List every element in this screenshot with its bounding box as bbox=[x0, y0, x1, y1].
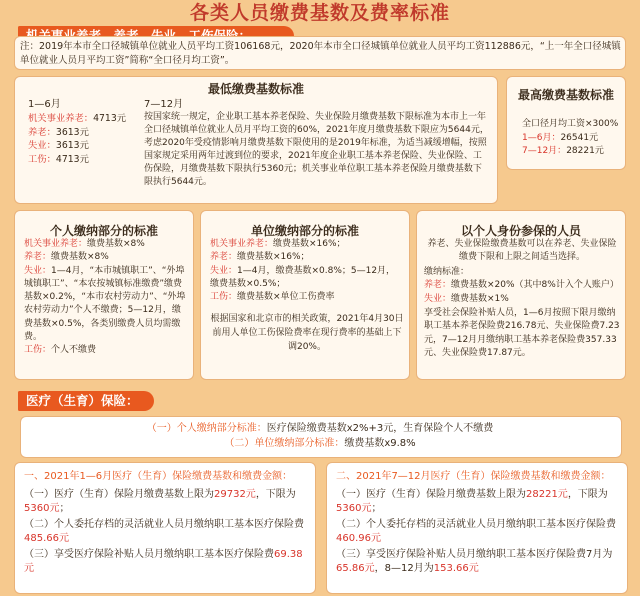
item2-val: 485.66元 bbox=[24, 532, 69, 544]
injury-label: 工伤： bbox=[210, 292, 238, 303]
line-name: 养老： bbox=[210, 252, 238, 263]
line-value: 缴费基数×16%； bbox=[237, 252, 310, 263]
row-value: 3613元 bbox=[55, 126, 89, 138]
rate2-label: （二）单位缴纳部分标准： bbox=[224, 438, 345, 449]
line-name: 失业： bbox=[424, 293, 452, 304]
item1-pre: （一）医疗（生育）保险月缴费基数上限为 bbox=[24, 489, 214, 500]
identity-subsidy-text: 享受社会保险补贴人员，1—6月按照下限月缴纳职工基本养老保险费216.78元、失业保险费7.23元，7—12月月缴纳职工基本养老保险费357.33元、失业保险费17.87元。 bbox=[424, 308, 620, 358]
unit-body bbox=[210, 238, 404, 304]
unit-title: 单位缴纳部分的标准 bbox=[250, 224, 359, 238]
item1-end: ； bbox=[59, 502, 70, 514]
line-name: 机关事业养老： bbox=[210, 239, 274, 249]
min-base-h1-label: 1—6月 bbox=[28, 99, 61, 110]
row-name: 工伤： bbox=[28, 153, 56, 165]
item1-high: 28221元 bbox=[526, 489, 568, 500]
item1-mid: ，下限为 bbox=[255, 489, 296, 500]
item3-mid: ，8—12月为 bbox=[374, 562, 434, 574]
max-base-formula: 全口径月均工资×300% bbox=[522, 119, 619, 129]
medical-h1-title: 一、2021年1—6月医疗（生育）保险缴费基数和缴费金额： bbox=[24, 471, 293, 482]
row-name: 养老： bbox=[28, 126, 56, 138]
max-base-h2-label: 7—12月： bbox=[522, 146, 567, 156]
item2-pre: （二）个人委托存档的灵活就业人员月缴纳职工基本医疗保险费 bbox=[24, 519, 304, 530]
injury-value: 个人不缴费 bbox=[51, 345, 97, 356]
rate1-label: （一）个人缴纳部分标准： bbox=[146, 423, 267, 434]
item2-val: 460.96元 bbox=[336, 532, 381, 544]
item1-high: 29732元 bbox=[214, 489, 256, 500]
line-value: 缴费基数×8% bbox=[87, 239, 145, 249]
unemp-text: 1—4月，“本市城镇职工”、“外埠城镇职工”、“本农按城镇标准缴费”缴费基数×0.2%，“本市农村劳动力”、“外埠农村劳动力”个人不缴费；5—12月，缴费基数×0.5%，各类别缴费人员均需缴费。 bbox=[24, 265, 186, 343]
line-name: 养老： bbox=[24, 252, 52, 263]
item3-v2: 153.66元 bbox=[433, 562, 479, 574]
unit-policy-text: 根据国家和北京市的相关政策，2021年4月30日前用人单位工伤保险费率在现行费率的基础上下调20%。 bbox=[210, 314, 404, 352]
section-header-medical: 医疗（生育）保险： bbox=[18, 391, 154, 411]
identity-title: 以个人身份参保的人员 bbox=[460, 224, 581, 238]
line-value: 缴费基数×8% bbox=[51, 252, 109, 263]
min-base-h2-label: 7—12月 bbox=[144, 99, 184, 110]
personal-title: 个人缴纳部分的标准 bbox=[49, 224, 158, 238]
min-base-title: 最低缴费基数标准 bbox=[207, 82, 304, 96]
max-base-h1-value: 26541元 bbox=[560, 132, 599, 143]
row-value: 4713元 bbox=[55, 153, 89, 165]
item1-pre: （一）医疗（生育）保险月缴费基数上限为 bbox=[336, 489, 526, 500]
line-value: 缴费基数×1% bbox=[451, 293, 509, 304]
max-base-h1-label: 1—6月： bbox=[522, 132, 561, 143]
identity-intro: 养老、失业保险缴费基数可以在养老、失业保险缴费下限和上限之间适当选择。 bbox=[427, 239, 617, 263]
rate1-value: 医疗保险缴费基数x2%+3元，生育保险个人不缴费 bbox=[266, 423, 494, 434]
line-name: 机关事业养老： bbox=[24, 239, 88, 249]
pay-label: 缴纳标准： bbox=[424, 267, 470, 277]
line-value: 缴费基数×16%； bbox=[273, 239, 346, 249]
medical-h2-title: 二、2021年7—12月医疗（生育）保险缴费基数和缴费金额： bbox=[336, 471, 611, 482]
min-base-h2-text: 按国家统一规定，企业职工基本养老保险、失业保险月缴费基数下限标准为本市上一年全口径城镇单位就业人员月平均工资的60%，2021年度月缴费基数下限应为5644元，考虑2020年受疫情影响月缴费基数下限使用的是2019年标准，为适当减缓增幅，按照国家规定采用两年过渡到位的要求，2021年度企业职工基本养老保险、失业保险、工伤保险，月缴费基数下限执行5360元；机关事业单位职工基本养老保险月缴费基数下限执行5644元。 bbox=[144, 112, 489, 187]
item3-val: 69.38元 bbox=[24, 549, 303, 574]
note-text: 注：2019年本市全口径城镇单位就业人员平均工资106168元，2020年本市全口径城镇单位就业人员平均工资112886元，“上一年全口径城镇单位就业人员月平均工资”简称“全口径月均工资”。 bbox=[20, 41, 621, 66]
medical-h2-items bbox=[336, 488, 620, 575]
injury-value: 缴费基数×单位工伤费率 bbox=[237, 292, 335, 303]
item3-v1: 65.86元 bbox=[336, 562, 375, 574]
page-title: 各类人员缴费基数及费率标准 bbox=[189, 2, 450, 24]
item3-pre: （三）享受医疗保险补贴人员月缴纳职工基本医疗保险费7月为 bbox=[336, 549, 613, 560]
item1-mid: ，下限为 bbox=[567, 489, 608, 500]
injury-label: 工伤： bbox=[24, 345, 52, 356]
item2-pre: （二）个人委托存档的灵活就业人员月缴纳职工基本医疗保险费 bbox=[336, 519, 616, 530]
row-name: 机关事业养老： bbox=[28, 113, 94, 124]
row-value: 4713元 bbox=[93, 113, 127, 124]
line-value: 缴费基数×20%（其中8%计入个人账户） bbox=[451, 280, 619, 291]
row-value: 3613元 bbox=[55, 140, 89, 151]
max-base-title: 最高缴费基数标准 bbox=[517, 88, 614, 102]
item1-low: 5360元 bbox=[336, 502, 372, 514]
max-base-h2-value: 28221元 bbox=[566, 146, 604, 156]
personal-body bbox=[24, 238, 186, 358]
line-name: 养老： bbox=[424, 280, 452, 291]
unemp-label: 失业： bbox=[210, 265, 238, 276]
rate2-value: 缴费基数x9.8% bbox=[344, 438, 416, 449]
unemp-value: 1—4月，缴费基数×0.8%；5—12月，缴费基数×0.5%； bbox=[210, 265, 396, 289]
unemp-label: 失业： bbox=[24, 265, 52, 276]
identity-rates bbox=[424, 266, 620, 306]
item1-low: 5360元 bbox=[24, 502, 60, 514]
medical-rates-text bbox=[20, 421, 620, 451]
medical-h1-items bbox=[24, 488, 308, 575]
min-base-rows bbox=[28, 112, 126, 166]
max-base-lines bbox=[522, 118, 618, 159]
item3-pre: （三）享受医疗保险补贴人员月缴纳职工基本医疗保险费 bbox=[24, 549, 274, 560]
row-name: 失业： bbox=[28, 140, 56, 151]
item1-end: ； bbox=[371, 502, 382, 514]
